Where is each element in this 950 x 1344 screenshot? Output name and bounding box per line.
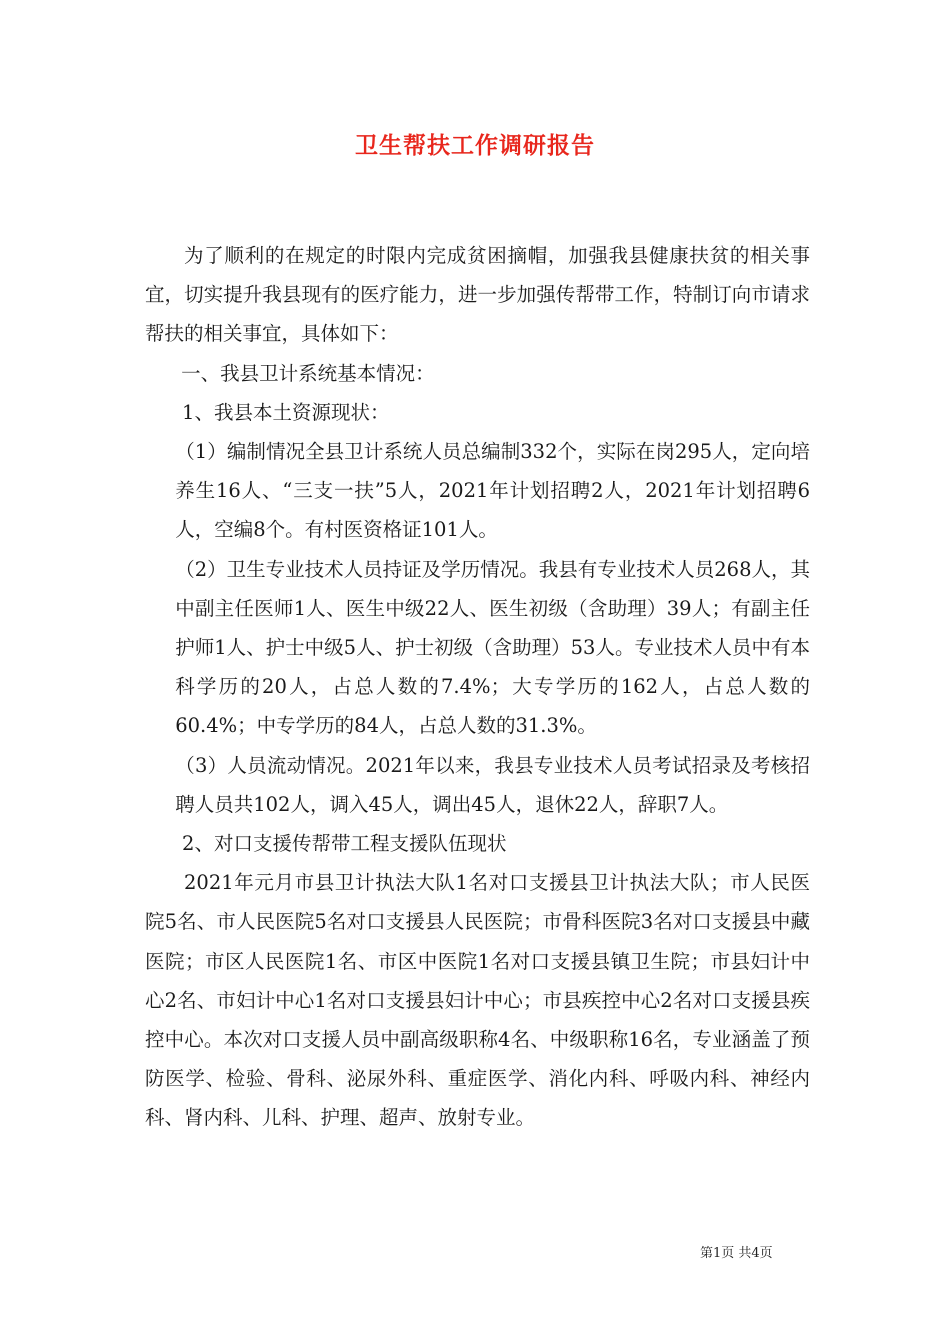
subsection-heading-2: 2、对口支援传帮带工程支援队伍现状	[182, 832, 507, 856]
document-body	[145, 236, 810, 1138]
page-number-footer: 第1页 共4页	[700, 1246, 773, 1261]
section-heading-1: 一、我县卫计系统基本情况：	[181, 361, 435, 385]
paragraph-staffing: （1）编制情况全县卫计系统人员总编制332个，实际在岗295人，定向培养生16人、“三支一扶”5人，2021年计划招聘2人，2021年计划招聘6人，空编8个。有村医资格证101人。	[175, 440, 810, 542]
paragraph-qualifications: （2）卫生专业技术人员持证及学历情况。我县有专业技术人员268人，其中副主任医师1人、医生中级22人、医生初级（含助理）39人；有副主任护师1人、护士中级5人、护士初级（含助理）53人。专业技术人员中有本科学历的20人，占总人数的7.4%；大专学历的162人，占总人数的60.4%；中专学历的84人，占总人数的31.3%。	[175, 557, 810, 738]
paragraph-support-team: 2021年元月市县卫计执法大队1名对口支援县卫计执法大队；市人民医院5名、市人民医院5名对口支援县人民医院；市骨科医院3名对口支援县中藏医院；市区人民医院1名、市区中医院1名对口支援县镇卫生院；市县妇计中心2名、市妇计中心1名对口支援县妇计中心；市县疾控中心2名对口支援县疾控中心。本次对口支援人员中副高级职称4名、中级职称16名，专业涵盖了预防医学、检验、骨科、泌尿外科、重症医学、消化内科、呼吸内科、神经内科、肾内科、儿科、护理、超声、放射专业。	[145, 871, 810, 1130]
paragraph-personnel-flow: （3）人员流动情况。2021年以来，我县专业技术人员考试招录及考核招聘人员共102人，调入45人，调出45人，退休22人，辞职7人。	[175, 753, 810, 816]
subsection-heading-1: 1、我县本土资源现状：	[182, 400, 390, 424]
intro-paragraph: 为了顺利的在规定的时限内完成贫困摘帽，加强我县健康扶贫的相关事宜，切实提升我县现有的医疗能力，进一步加强传帮带工作，特制订向市请求帮扶的相关事宜，具体如下：	[145, 244, 810, 346]
document-title: 卫生帮扶工作调研报告	[355, 132, 595, 159]
